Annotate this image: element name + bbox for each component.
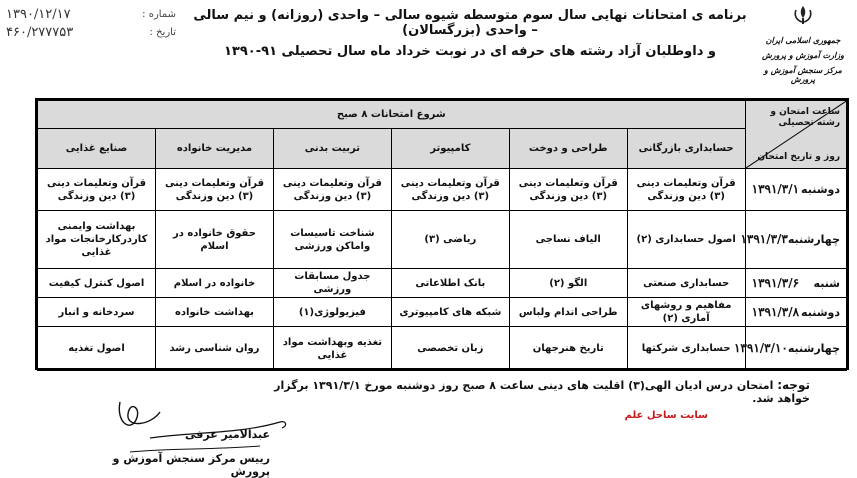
exam-date: ۱۳۹۱/۳/۳ [740, 232, 788, 246]
day-name: دوشنبه [801, 305, 840, 319]
table-cell: ریاضی (۳) [391, 211, 509, 269]
table-cell: قرآن وتعلیمات دینی (۳) دین وزندگی [391, 169, 509, 211]
iran-emblem-icon [790, 4, 816, 26]
column-header: تربیت بدنی [273, 129, 391, 169]
day-date-cell [733, 327, 846, 371]
table-row [38, 169, 847, 211]
organization-block [753, 4, 853, 90]
website-watermark: سایت ساحل علم [624, 410, 708, 421]
note-label: توجه: [777, 378, 810, 392]
date-label: تاریخ : [149, 27, 176, 38]
signatory-role: رییس مرکز سنجش آموزش و پرورش [112, 452, 270, 478]
number-label: شماره : [142, 9, 176, 20]
table-cell: حسابداری شرکتها [627, 327, 745, 371]
number-value: ۱۳۹۰/۱۲/۱۷ [6, 7, 71, 22]
table-cell: مفاهیم و روشهای آماری (۲) [627, 298, 745, 327]
table-cell: قرآن وتعلیمات دینی (۳) دین وزندگی [38, 169, 156, 211]
table-cell: شناخت تاسیسات واماکن ورزشی [273, 211, 391, 269]
table-row [38, 298, 847, 327]
table-cell: الگو (۲) [509, 269, 627, 298]
table-cell: الیاف نساجی [509, 211, 627, 269]
date-value: ۴۶۰/۲۷۷۷۵۳ [6, 25, 74, 40]
table-row [38, 269, 847, 298]
day-name: چهارشنبه [787, 233, 840, 246]
org-line-ministry: وزارت آموزش و پرورش [762, 51, 844, 60]
table-cell: سردخانه و انبار [38, 298, 156, 327]
table-row [38, 211, 847, 269]
exam-date: ۱۳۹۱/۳/۱۰ [733, 341, 788, 355]
signatory-name: عبدالامیر عرفی [185, 428, 270, 441]
document-title-line2: و داوطلبان آزاد رشته های حرفه ای در نوبت خرداد ماه سال تحصیلی ۹۱-۱۳۹۰ [223, 44, 716, 59]
table-cell: قرآن وتعلیمات دینی (۳) دین وزندگی [156, 169, 274, 211]
day-date-cell [745, 269, 846, 298]
exam-date: ۱۳۹۱/۳/۶ [751, 275, 800, 290]
corner-bottom-label: روز و تاریخ امتحان [757, 152, 840, 162]
table-cell: فیزیولوژی(۱) [273, 298, 391, 327]
day-name: دوشنبه [801, 183, 840, 196]
table-cell: قرآن وتعلیمات دینی (۳) دین وزندگی [627, 169, 745, 211]
day-date-cell [745, 169, 846, 211]
column-header: صنایع غذایی [38, 129, 156, 169]
table-cell: اصول حسابداری (۲) [627, 211, 745, 269]
day-date-cell [745, 298, 846, 327]
table-cell: شبکه های کامپیوتری [391, 298, 509, 327]
exam-date: ۱۳۹۱/۳/۸ [751, 304, 800, 319]
exam-schedule-table [35, 98, 849, 370]
org-line-center: مرکز سنجش آموزش و پرورش [764, 66, 842, 84]
table-cell: بانک اطلاعاتی [391, 269, 509, 298]
document-title-line1: برنامه ی امتحانات نهایی سال سوم متوسطه شیوه سالی – واحدی (روزانه) و نیم سالی – واحدی (بزرگسالان) [193, 8, 747, 38]
corner-top-label: ساعت امتحان و رشته تحصیلی [770, 107, 840, 128]
day-name: چهارشنبه [787, 342, 840, 355]
table-cell: تاریخ هنرجهان [509, 327, 627, 371]
table-cell: روان شناسی رشد [156, 327, 274, 371]
table-corner-header [745, 101, 846, 169]
exam-start-header: شروع امتحانات ۸ صبح [38, 101, 746, 129]
table-cell: بهداشت وایمنی کاردرکارخانجات مواد غذایی [38, 211, 156, 269]
note-text: امتحان درس ادیان الهی(۳) اقلیت های دینی ساعت ۸ صبح روز دوشنبه مورخ ۱۳۹۱/۳/۱ برگزار خواهد شد. [274, 379, 810, 405]
table-row [38, 327, 847, 371]
column-header: مدیریت خانواده [156, 129, 274, 169]
table-cell: قرآن وتعلیمات دینی (۳) دین وزندگی [509, 169, 627, 211]
table-cell: قرآن وتعلیمات دینی (۳) دین وزندگی [273, 169, 391, 211]
column-header: طراحی و دوخت [509, 129, 627, 169]
table-cell: تغذیه وبهداشت مواد غذایی [273, 327, 391, 371]
table-cell: جدول مسابقات ورزشی [273, 269, 391, 298]
table-cell: حسابداری صنعتی [627, 269, 745, 298]
table-cell: بهداشت خانواده [156, 298, 274, 327]
table-cell: اصول تغذیه [38, 327, 156, 371]
table-cell: زبان تخصصی [391, 327, 509, 371]
table-cell: طراحی اندام ولباس [509, 298, 627, 327]
table-cell: خانواده در اسلام [156, 269, 274, 298]
org-line-country: جمهوری اسلامی ایران [765, 36, 841, 45]
day-name: شنبه [813, 276, 840, 290]
exam-note [250, 378, 810, 405]
table-cell: حقوق خانواده در اسلام [156, 211, 274, 269]
column-header: کامپیوتر [391, 129, 509, 169]
letter-meta [6, 6, 176, 42]
column-header: حسابداری بازرگانی [627, 129, 745, 169]
exam-date: ۱۳۹۱/۳/۱ [751, 182, 800, 196]
table-cell: اصول کنترل کیفیت [38, 269, 156, 298]
day-date-cell [740, 211, 846, 269]
